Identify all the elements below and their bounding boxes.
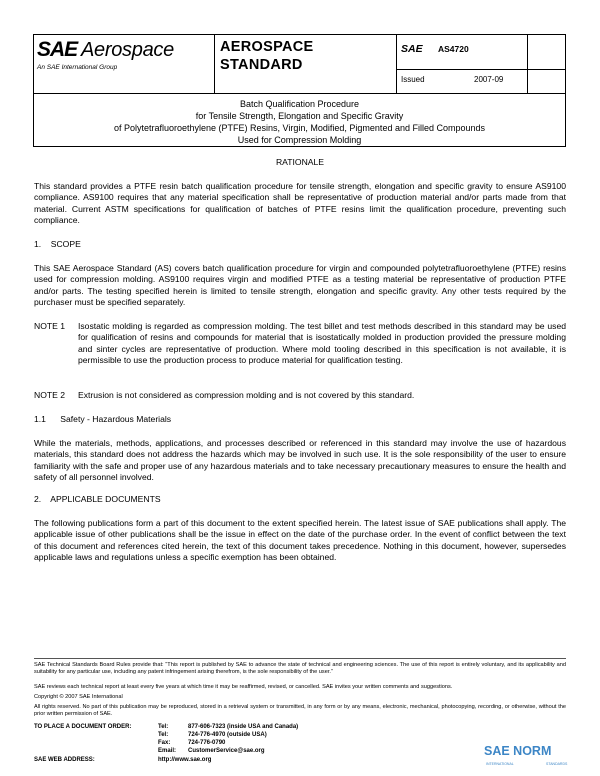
footer-copyright: Copyright © 2007 SAE International [34, 694, 123, 700]
standard-type-line1: AEROSPACE [220, 39, 314, 55]
footer-rights-text: All rights reserved. No part of this publication may be reproduced, stored in a retrieval system or transmitted, in any form or by any means, electronic, mechanical, photocopying, recording, or otherwise, without the prior written permission of SAE. [34, 704, 566, 718]
note2-label: NOTE 2 [34, 390, 66, 400]
fax-value: 724-776-0790 [188, 740, 226, 746]
header-divider [214, 35, 215, 93]
issued-date: 2007-09 [474, 75, 504, 84]
standard-type [220, 38, 360, 74]
note1-text: Isostatic molding is regarded as compression molding. The test billet and test methods described in this standard may be used for qualification of resins and compounds for material that is isostatically molded in production provided the pressure molding and sinter cycles are representative of production. Where mold tooling described in this specification is not available, it is permissible to use the production process to produce material for qualification testing. [78, 321, 566, 366]
note1-label: NOTE 1 [34, 321, 66, 331]
tel-label: Tel: [158, 724, 169, 730]
order-label: TO PLACE A DOCUMENT ORDER: [34, 724, 132, 730]
logo-subtitle: An SAE International Group [37, 64, 118, 71]
norm-logo-text: SAE NORM [484, 744, 552, 758]
footer-review-text: SAE reviews each technical report at least every five years at which time it may be reaffirmed, revised, or cancelled. SAE invites your written comments and suggestions. [34, 684, 453, 690]
safety-paragraph: While the materials, methods, applications, and processes described or referenced in this standard may involve the use of hazardous materials, this standard does not address the hazards which may be involved in such use. It is the sole responsibility of the user to ensure familiarity with the safe and proper use of any hazardous materials and to take necessary precautionary measures to ensure the health and safety of all personnel involved. [34, 438, 566, 483]
rationale-heading: RATIONALE [275, 157, 325, 167]
rationale-paragraph: This standard provides a PTFE resin batch qualification procedure for tensile strength, elongation and specific gravity to ensure AS9100 compliance. AS9100 requires that any material specification shall be representative of production material and/or parts made from that material. Current ASTM specifications for qualification of batches of PTFE resins limit the qualification procedure, preventing such compliance. [34, 181, 566, 226]
web-address-link[interactable]: http://www.sae.org [158, 757, 212, 763]
sae-logo: SAE [37, 38, 78, 61]
document-number: AS4720 [438, 44, 469, 54]
norm-logo-sub-right: STANDARDS [546, 762, 568, 766]
norm-logo-sub-left: INTERNATIONAL [486, 762, 514, 766]
safety-heading: 1.1 Safety - Hazardous Materials [34, 414, 172, 424]
header-divider [396, 69, 566, 70]
web-address-label: SAE WEB ADDRESS: [34, 757, 95, 763]
title-line1: Batch Qualification Procedure [239, 99, 360, 109]
email-label: Email: [158, 748, 177, 754]
sae-norm-logo [484, 742, 584, 770]
footer-rules-text: SAE Technical Standards Board Rules provide that: “This report is published by SAE to advance the state of technical and engineering sciences. The use of this report is entirely voluntary, and its applicability and suitability for any particular use, including any patent infringement arising therefrom, is the sole responsibility of the user.” [34, 662, 566, 676]
standard-type-line2: STANDARD [220, 57, 303, 73]
document-title [33, 93, 566, 147]
email-link[interactable]: CustomerService@sae.org [188, 748, 265, 754]
tel2-label: Tel: [158, 732, 169, 738]
scope-heading: 1. SCOPE [34, 239, 81, 249]
tel-value: 877-606-7323 (inside USA and Canada) [188, 724, 299, 730]
header-table [33, 34, 566, 94]
applicable-documents-paragraph: The following publications form a part of this document to the extent specified herein. The latest issue of SAE publications shall apply. The applicable issue of other publications shall be the issue in effect on the date of the purchase order. In the event of conflict between the text of this document and references cited herein, the text of this document takes precedence. Nothing in this document, however, supersedes applicable laws and regulations unless a specific exemption has been obtained. [34, 518, 566, 563]
title-line3: of Polytetrafluoroethylene (PTFE) Resins, Virgin, Modified, Pigmented and Filled Compounds [113, 123, 486, 133]
title-line4: Used for Compression Molding [237, 135, 362, 145]
tel2-value: 724-776-4970 (outside USA) [188, 732, 267, 738]
scope-paragraph: This SAE Aerospace Standard (AS) covers batch qualification procedure for virgin and compounded polytetrafluoroethylene (PTFE) resins used for compression molding. AS9100 requires virgin and modified PTFE as a testing material be representative of production PTFE and/or parts. The testing specified herein is limited to tensile strength, elongation and specific gravity. Any other tests required by the purchaser must be specified separately. [34, 263, 566, 308]
header-divider [396, 35, 397, 93]
header-divider [527, 35, 528, 93]
title-line2: for Tensile Strength, Elongation and Specific Gravity [195, 111, 404, 121]
note2-text: Extrusion is not considered as compression molding and is not covered by this standard. [78, 390, 415, 400]
footer-rule [34, 658, 566, 659]
applicable-documents-heading: 2. APPLICABLE DOCUMENTS [34, 494, 161, 504]
sae-mark: SAE [401, 43, 423, 55]
aerospace-logo-text: Aerospace [81, 39, 174, 61]
fax-label: Fax: [158, 740, 171, 746]
issued-label: Issued [401, 75, 425, 84]
